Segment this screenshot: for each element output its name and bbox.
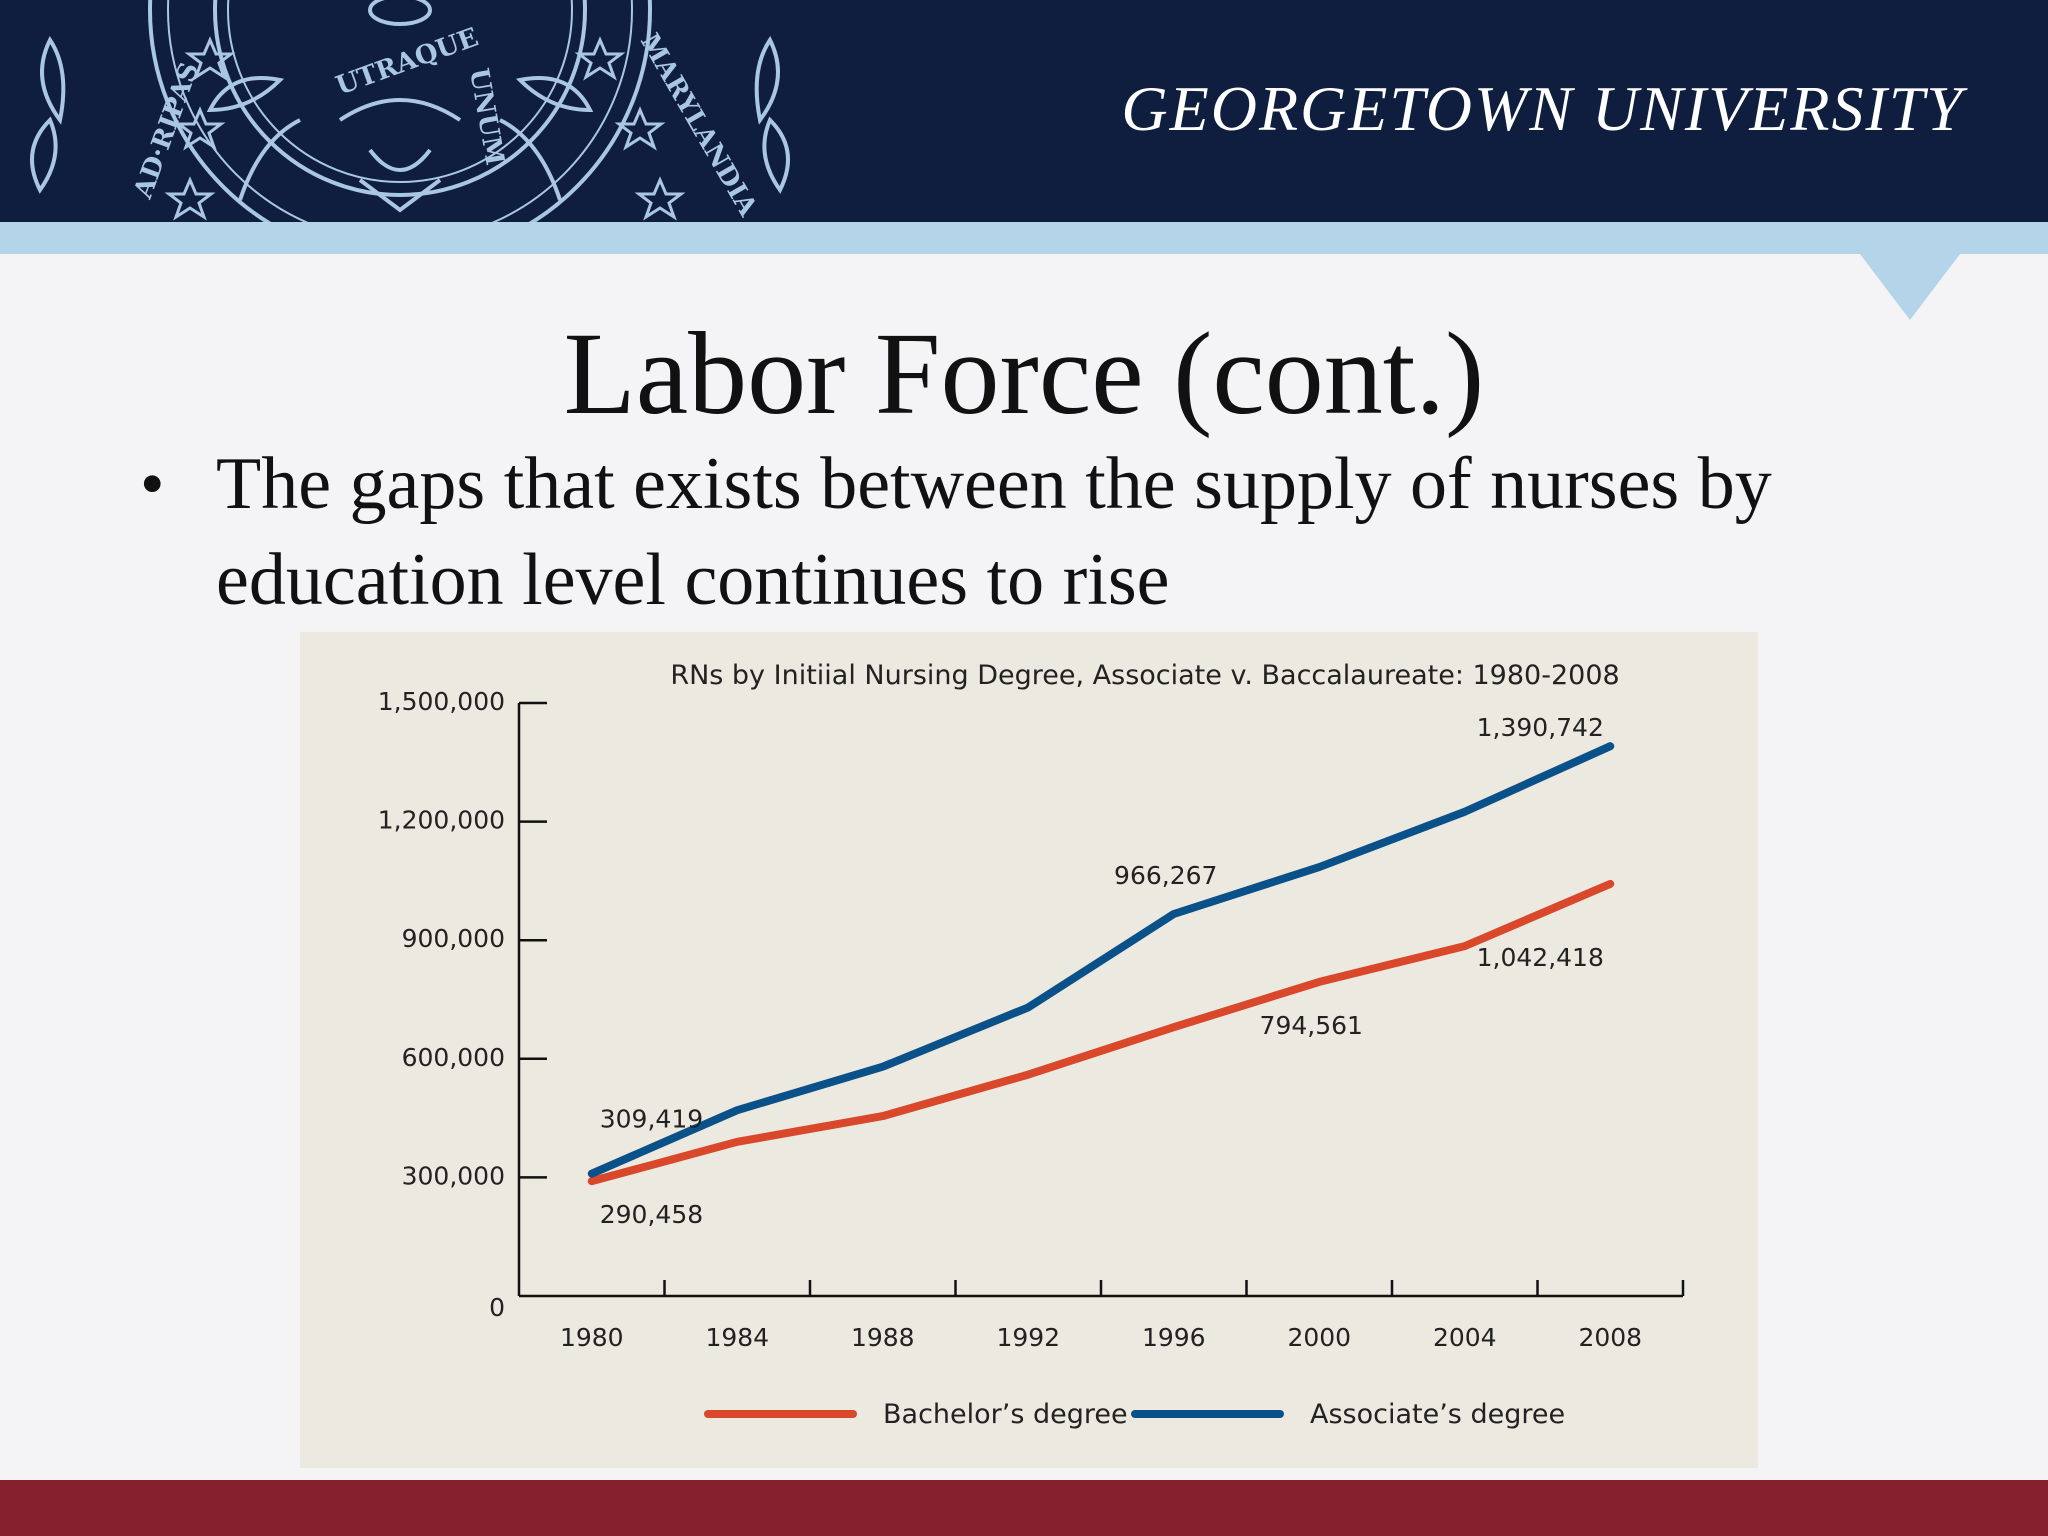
x-tick-label: 2008 xyxy=(1578,1323,1643,1352)
footer-band xyxy=(0,1480,2048,1536)
series-line xyxy=(592,746,1611,1173)
x-tick-label: 1980 xyxy=(559,1323,624,1352)
y-tick-label: 300,000 xyxy=(401,1161,505,1191)
chart-data-labels xyxy=(600,713,1604,1229)
data-label: 1,390,742 xyxy=(1476,713,1604,743)
data-label: 966,267 xyxy=(1114,861,1218,891)
y-tick-label: 600,000 xyxy=(401,1042,505,1072)
chart-axes xyxy=(378,687,1683,1352)
y-tick-label: 900,000 xyxy=(401,924,505,954)
header-banner xyxy=(0,0,2048,222)
header-accent-band xyxy=(0,222,2048,254)
y-tick-label: 1,200,000 xyxy=(377,805,505,835)
chart-series xyxy=(592,746,1611,1181)
svg-text:AD·RIPAS: AD·RIPAS xyxy=(128,58,206,203)
svg-text:MARYLANDIA: MARYLANDIA xyxy=(633,28,763,222)
data-label: 1,042,418 xyxy=(1476,942,1604,972)
svg-text:UTRAQUE: UTRAQUE xyxy=(332,22,483,102)
y-tick-label: 0 xyxy=(489,1293,505,1322)
data-label: 794,561 xyxy=(1259,1010,1363,1040)
x-tick-label: 1988 xyxy=(850,1323,915,1352)
series-line xyxy=(592,884,1611,1181)
chart-title: RNs by Initiial Nursing Degree, Associate v. Baccalaureate: 1980-2008 xyxy=(670,660,1620,691)
x-tick-label: 1992 xyxy=(996,1323,1061,1352)
data-label: 309,419 xyxy=(599,1104,704,1134)
data-label: 290,458 xyxy=(599,1200,704,1230)
x-tick-label: 1984 xyxy=(705,1323,770,1352)
university-seal-icon xyxy=(0,0,860,222)
svg-text:UNUM: UNUM xyxy=(463,66,510,168)
chart-legend xyxy=(708,1399,1565,1430)
line-chart xyxy=(300,632,1758,1468)
bullet-marker: • xyxy=(140,446,165,523)
y-tick-label: 1,500,000 xyxy=(377,687,505,716)
university-name: GEORGETOWN UNIVERSITY xyxy=(1121,73,1964,144)
chart-panel xyxy=(300,632,1758,1468)
legend-label: Associate’s degree xyxy=(1310,1399,1566,1430)
slide-title: Labor Force (cont.) xyxy=(563,308,1485,439)
x-tick-label: 2004 xyxy=(1432,1323,1497,1352)
x-tick-label: 1996 xyxy=(1141,1323,1206,1352)
legend-label: Bachelor’s degree xyxy=(883,1399,1128,1430)
x-tick-label: 2000 xyxy=(1287,1323,1352,1352)
bullet-text: The gaps that exists between the supply of nurses by education level continues to rise xyxy=(216,443,1772,621)
